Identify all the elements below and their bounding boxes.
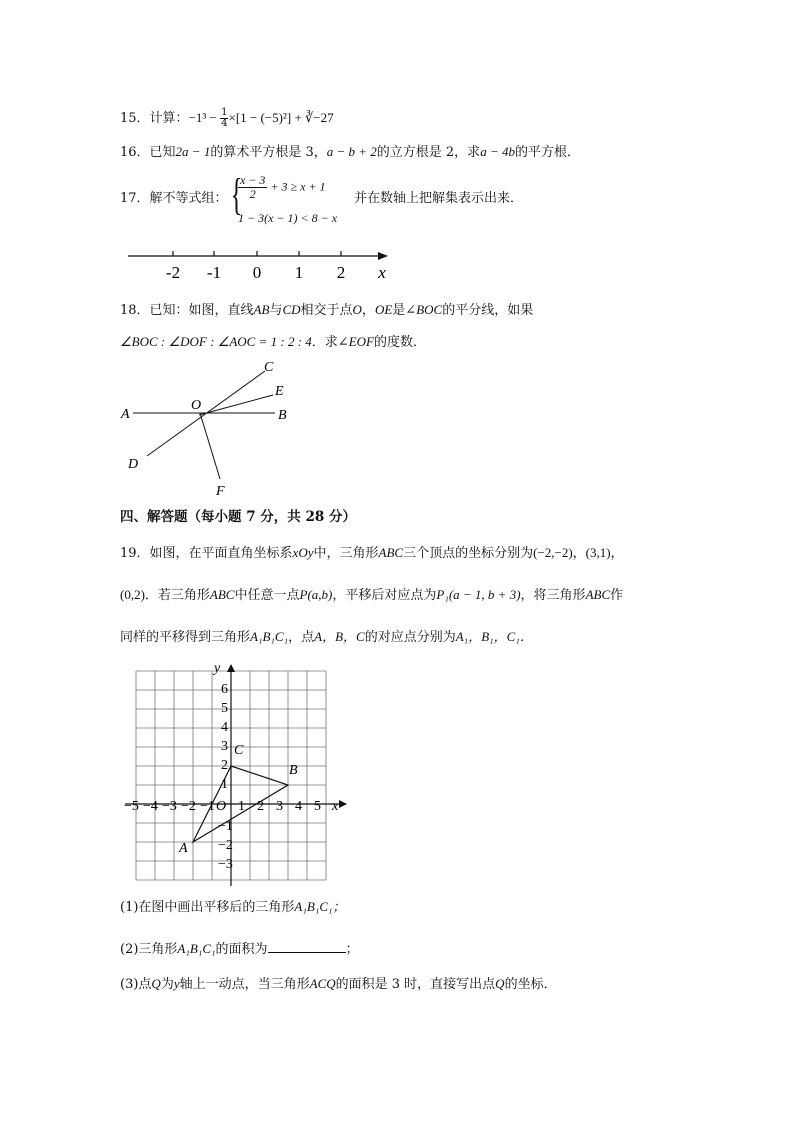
p15-label: 15．计算：: [120, 111, 189, 126]
p17-ineq1-num: x − 3: [240, 173, 266, 187]
x-tick-label: −1: [200, 799, 215, 814]
problem-19-line2: [120, 586, 623, 605]
p19-q3-t6: ACQ: [309, 976, 336, 991]
x-tick-label: −4: [143, 799, 158, 814]
p19-q1-text: (1)在图中画出平移后的三角形: [120, 900, 295, 915]
label-a: A: [121, 407, 130, 422]
ray-of: [200, 413, 220, 479]
p17-ineq1-fraction: [238, 174, 267, 201]
p18-t4: ，: [361, 303, 375, 318]
p19-q2-text1: (2)三角形: [120, 942, 178, 957]
p16-t3: a − b + 2: [326, 144, 377, 159]
x-axis-arrow-icon: [339, 800, 347, 808]
x-tick-label: 1: [238, 799, 245, 814]
number-line: [120, 242, 400, 284]
p16-t2: 的算术平方根是 3，: [210, 145, 327, 160]
p19-q3-t1: (3)点: [120, 977, 152, 992]
p19-t4: ABC: [378, 545, 404, 560]
p19-t8: ABC: [209, 587, 235, 602]
p19-q2-end: ；: [345, 942, 359, 957]
p19-q2-tri: A₁B₁C₁: [177, 941, 216, 956]
p19-q2-text2: 的面积为: [215, 942, 268, 957]
x-tick-label: −3: [162, 799, 177, 814]
y-tick-label: −2: [218, 838, 233, 853]
p19-t18: ，点: [288, 630, 315, 645]
y-tick-label: 2: [221, 758, 228, 773]
p18-ab: AB: [253, 302, 270, 317]
p18-t3: 相交于点: [300, 303, 353, 318]
p19-q3-t4: y: [173, 976, 180, 991]
p19-t11: ，平移后对应点为: [332, 588, 437, 603]
p18-oe: OE: [374, 302, 393, 317]
p19-q3: [120, 975, 557, 994]
x-tick-label: 3: [276, 799, 283, 814]
p19-t12: P₁(a − 1, b + 3): [436, 587, 521, 602]
problem-19-line1: [120, 544, 624, 563]
label-c: C: [264, 360, 274, 375]
p16-label: 16．已知: [120, 145, 176, 160]
p19-t14: ABC: [585, 587, 611, 602]
label-e: E: [275, 384, 284, 399]
p17-ineq2: 1 − 3(x − 1) < 8 − x: [238, 211, 338, 225]
tick-label: 0: [252, 263, 262, 282]
p19-t3: 中，三角形: [313, 546, 379, 561]
y-tick-label: 3: [221, 739, 228, 754]
p19-t6: (−2,−2)，(3,1)，: [533, 545, 624, 560]
p18-t8: 的度数．: [373, 335, 426, 350]
x-tick-label: −5: [124, 799, 139, 814]
p19-t7: (0,2)．若三角形: [120, 587, 210, 602]
p19-t13: ，将三角形: [520, 588, 586, 603]
p17-ineq1: [238, 174, 326, 201]
p18-t5: 是∠: [392, 303, 417, 318]
section-heading: 四、解答题（每小题 7 分，共 28 分）: [120, 509, 356, 525]
y-tick-label: 4: [221, 720, 228, 735]
x-tick-label: 4: [295, 799, 302, 814]
p18-t6: 的平分线，如果: [442, 303, 534, 318]
label-o: O: [191, 398, 202, 413]
vertex-b-label: B: [289, 763, 298, 778]
p18-t1: 18．已知：如图，直线: [120, 303, 254, 318]
p16-t5: a − 4b: [480, 144, 515, 159]
number-line-arrow-icon: [378, 252, 388, 260]
p19-q3-t9: 的坐标．: [504, 977, 557, 992]
tick-label: -1: [206, 263, 222, 282]
p19-q3-t2: Q: [151, 976, 161, 991]
p18-boc: BOC: [416, 302, 443, 317]
origin-label: O: [216, 799, 227, 814]
ray-oe: [199, 395, 273, 415]
p19-t2: xOy: [292, 545, 314, 560]
y-tick-label: −1: [218, 819, 233, 834]
p18-t7: ．求∠: [311, 335, 349, 350]
tick-label: -2: [165, 263, 181, 282]
x-tick-label: 5: [314, 799, 321, 814]
tick-label: 1: [294, 263, 304, 282]
p15-expr2: ×[1 − (−5)²] + ∛−27: [228, 110, 334, 125]
p17-ineq1-rest: + 3 ≥ x + 1: [270, 179, 326, 194]
y-tick-label: 1: [221, 777, 228, 792]
p19-t15: 作: [610, 588, 624, 603]
label-f: F: [216, 484, 225, 499]
label-b: B: [278, 408, 287, 423]
p18-o: O: [352, 302, 362, 317]
p19-t16: 同样的平移得到三角形: [120, 630, 251, 645]
p18-eof: EOF: [348, 334, 374, 349]
p19-t5: 三个顶点的坐标分别为: [403, 546, 534, 561]
p19-t17: A₁B₁C₁: [250, 629, 289, 644]
answer-blank[interactable]: [268, 940, 346, 953]
problem-18-line2: [120, 333, 426, 352]
p19-q3-t7: 的面积是 3 时，直接写出点: [335, 977, 496, 992]
y-tick-label: 6: [221, 682, 228, 697]
p16-t1: 2a − 1: [175, 144, 211, 159]
p15-expr: −1³ −: [188, 110, 221, 125]
p15-frac-num: 1: [221, 107, 228, 118]
x-axis-label: x: [332, 799, 339, 814]
p19-q3-t5: 轴上一动点，当三角形: [179, 977, 310, 992]
p18-cd: CD: [282, 302, 301, 317]
problem-16: [120, 143, 580, 162]
p19-q3-t8: Q: [495, 976, 505, 991]
problem-17-label: 17．解不等式组：: [120, 191, 228, 206]
p15-frac-den: 4: [221, 118, 228, 129]
p19-q1-tri: A₁B₁C₁；: [294, 899, 346, 914]
p18-ratio: ∠BOC : ∠DOF : ∠AOC = 1 : 2 : 4: [120, 334, 312, 349]
p19-t10: P(a,b): [299, 587, 333, 602]
coordinate-grid: [115, 660, 355, 890]
p17-tail: 并在数轴上把解集表示出来．: [354, 191, 524, 206]
p19-q2: [120, 940, 359, 959]
p19-t1: 19．如图，在平面直角坐标系: [120, 546, 293, 561]
p16-t6: 的平方根．: [514, 145, 580, 160]
x-tick-label: 2: [257, 799, 264, 814]
p19-t9: 中任意一点: [234, 588, 300, 603]
x-tick-label: −2: [181, 799, 196, 814]
p19-t19: A，B，C: [314, 629, 365, 644]
vertex-c-label: C: [234, 743, 244, 758]
y-axis-label: y: [214, 661, 221, 676]
p19-q3-t3: 为: [160, 977, 174, 992]
problem-19-line3: [120, 628, 533, 647]
brace-icon: {: [230, 170, 243, 219]
label-d: D: [128, 457, 139, 472]
p19-t20: 的对应点分别为: [364, 630, 456, 645]
problem-15: [120, 108, 334, 129]
angle-figure: [115, 355, 305, 500]
p16-t4: 的立方根是 2，求: [376, 145, 481, 160]
vertex-a-label: A: [179, 841, 188, 856]
tick-label: 2: [336, 263, 346, 282]
p17-ineq1-den: 2: [249, 187, 256, 201]
p18-t2: 与: [269, 303, 283, 318]
p19-q1: [120, 898, 346, 917]
p19-t21: A₁，B₁，C₁．: [455, 629, 533, 644]
y-tick-label: 5: [221, 701, 228, 716]
problem-18-line1: [120, 301, 533, 320]
y-axis-arrow-icon: [227, 664, 235, 672]
y-tick-label: −3: [218, 857, 233, 872]
axis-var-label: x: [378, 263, 386, 282]
